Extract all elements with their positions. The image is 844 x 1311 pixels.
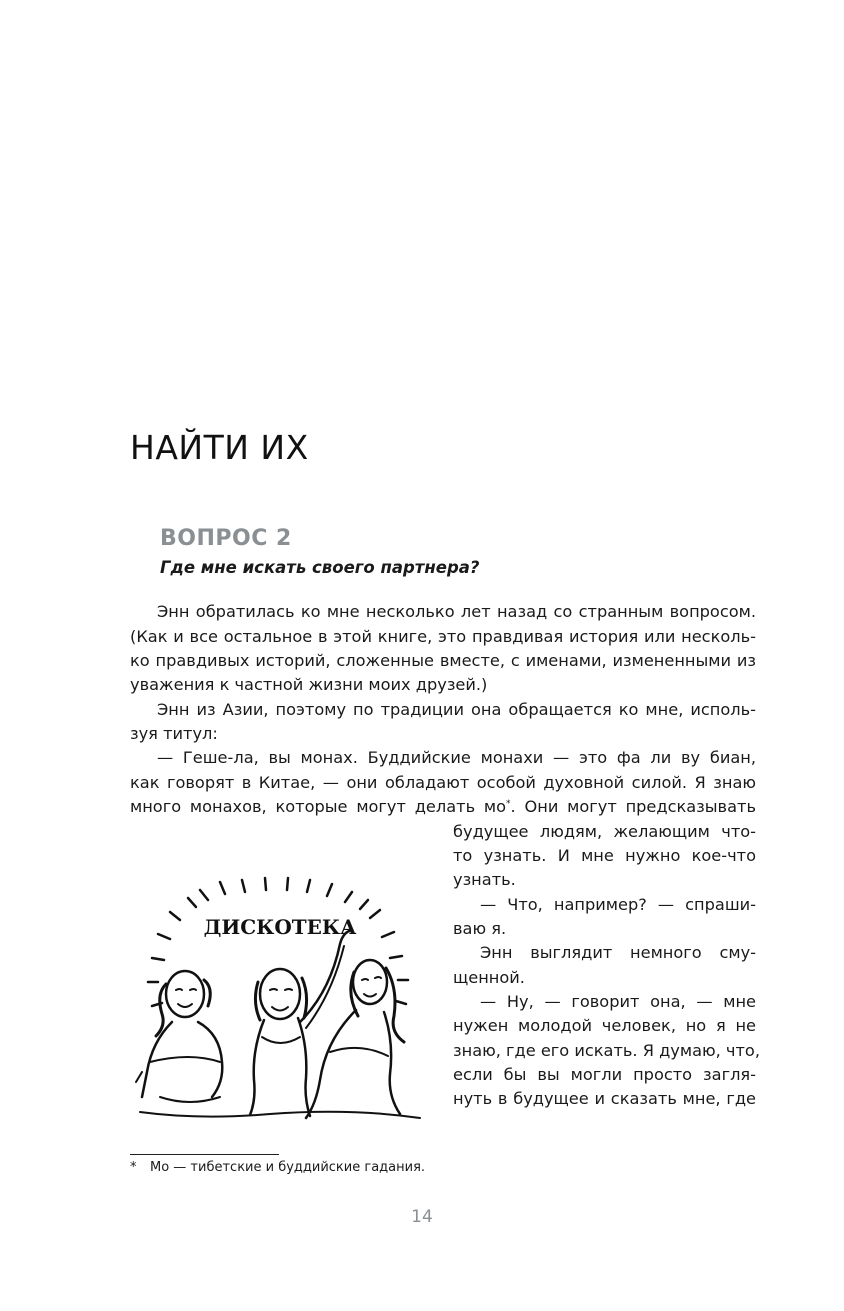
chapter-title: НАЙТИ ИХ — [130, 428, 309, 467]
body-line: нужен молодой человек, но я не — [453, 1016, 756, 1035]
body-text: много монахов, которые могут делать мо — [130, 797, 507, 816]
body-line-with-footnote: много монахов, которые могут делать мо*. Они могут предсказывать — [130, 797, 756, 816]
body-line: ко правдивых историй, сложенные вместе, с именами, измененными из — [130, 651, 756, 670]
body-line: узнать. — [453, 870, 516, 889]
body-line: Энн выглядит немного сму- — [480, 943, 756, 962]
body-line: — Ну, — говорит она, — мне — [480, 992, 756, 1011]
question-subtitle: Где мне искать своего партнера? — [160, 558, 480, 577]
page-number: 14 — [411, 1207, 433, 1227]
body-line: нуть в будущее и сказать мне, где — [453, 1089, 756, 1108]
footnote-marker: * — [130, 1160, 137, 1175]
footnote — [130, 1158, 425, 1178]
footnote-text: Мо — тибетские и буддийские гадания. — [150, 1160, 426, 1175]
body-line: Энн из Азии, поэтому по традиции она обращается ко мне, исполь- — [157, 700, 756, 719]
footnote-rule — [130, 1154, 279, 1155]
body-line: если бы вы могли просто загля- — [453, 1065, 756, 1084]
body-line: уважения к частной жизни моих друзей.) — [130, 675, 488, 694]
body-line: знаю, где его искать. Я думаю, что, — [453, 1041, 760, 1060]
body-line: — Геше-ла, вы монах. Буддийские монахи — это фа ли ву биан, — [157, 748, 756, 767]
question-title: ВОПРОС 2 — [160, 526, 292, 551]
disco-sign-text: ДИСКОТЕКА — [203, 915, 357, 939]
body-line: Энн обратилась ко мне несколько лет назад со странным вопросом. — [157, 602, 756, 621]
body-line: ваю я. — [453, 919, 507, 938]
body-line: зуя титул: — [130, 724, 218, 743]
disco-dancers-illustration — [130, 872, 430, 1122]
body-line: то узнать. И мне нужно кое-что — [453, 846, 756, 865]
body-line: (Как и все остальное в этой книге, это правдивая история или несколь- — [130, 627, 756, 646]
body-line: — Что, например? — спраши- — [480, 895, 756, 914]
body-line: щенной. — [453, 968, 525, 987]
footnote-reference: * — [506, 799, 511, 809]
body-line: будущее людям, желающим что- — [453, 822, 756, 841]
body-line: как говорят в Китае, — они обладают особой духовной силой. Я знаю — [130, 773, 756, 792]
body-text: Они могут предсказывать — [524, 797, 756, 816]
